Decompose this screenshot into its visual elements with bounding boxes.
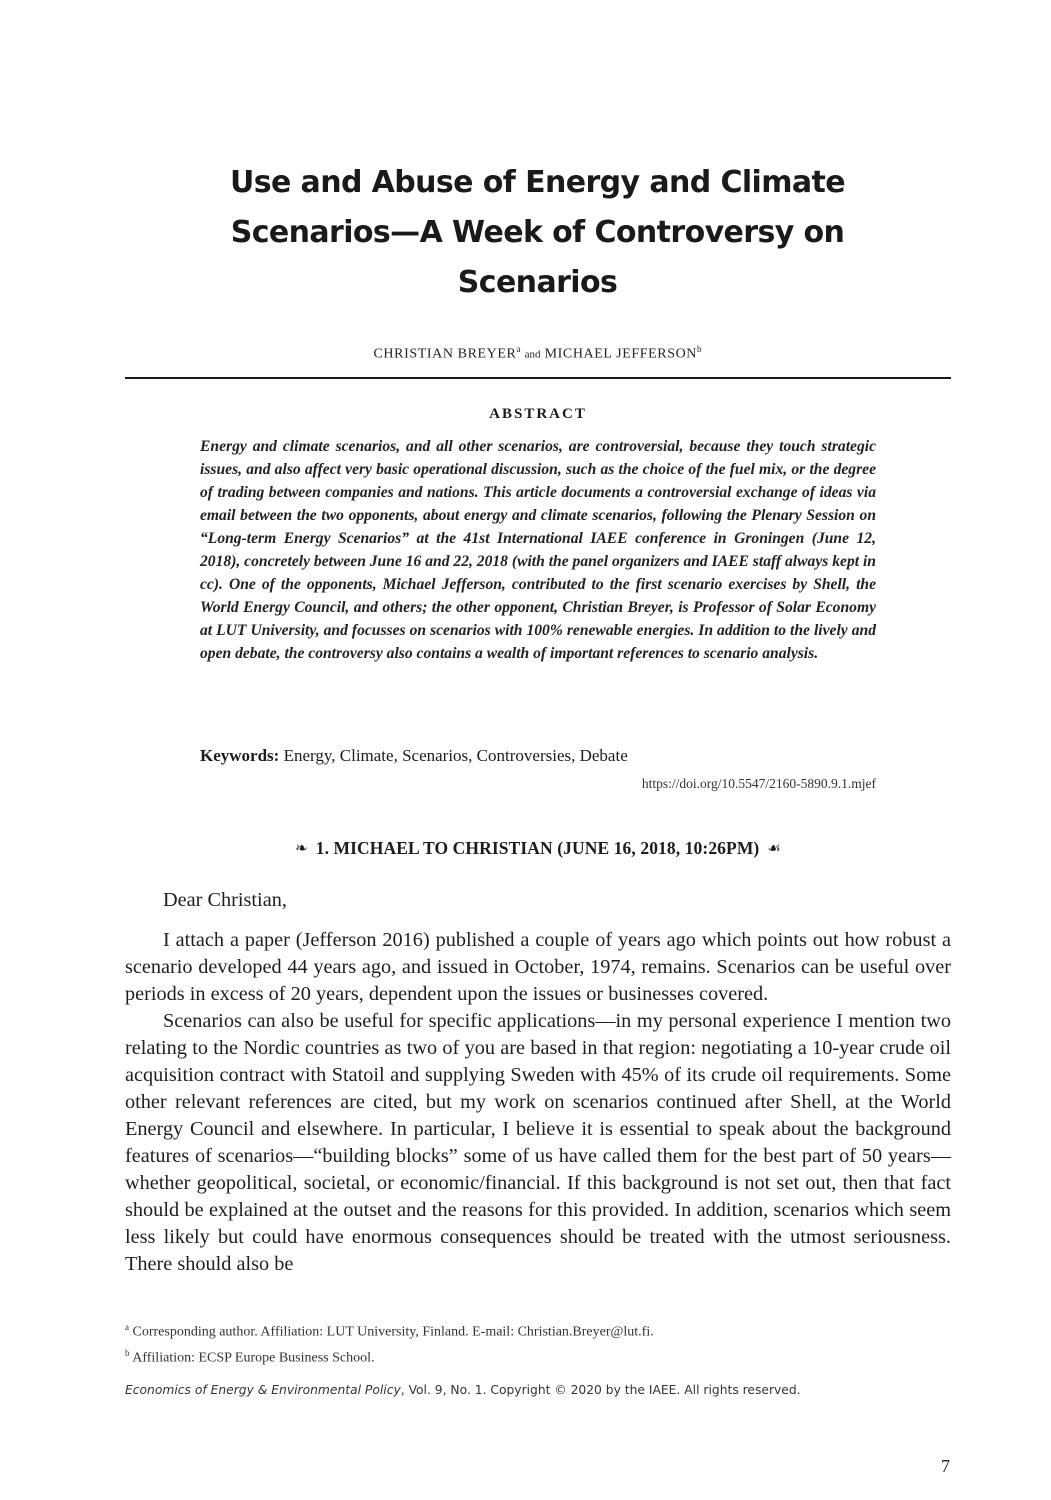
author-name: MICHAEL JEFFERSON bbox=[544, 346, 698, 362]
footnote-mark: b bbox=[125, 1347, 130, 1358]
author-affiliation-mark: b bbox=[697, 344, 702, 354]
abstract-heading: ABSTRACT bbox=[489, 406, 587, 422]
doi-link[interactable]: https://doi.org/10.5547/2160-5890.9.1.mjef bbox=[641, 776, 876, 791]
author-affiliation-mark: a bbox=[516, 344, 521, 354]
footnote-text: Affiliation: ECSP Europe Business School. bbox=[132, 1350, 375, 1366]
author-name: CHRISTIAN BREYER bbox=[373, 346, 517, 362]
keywords bbox=[200, 744, 876, 768]
footnote bbox=[125, 1317, 951, 1343]
footnotes bbox=[125, 1317, 951, 1368]
page-number: 7 bbox=[941, 1456, 950, 1476]
journal-name: Economics of Energy & Environmental Policy bbox=[125, 1383, 401, 1397]
section-heading bbox=[125, 838, 951, 859]
keywords-list: Energy, Climate, Scenarios, Controversies, Debate bbox=[283, 746, 628, 765]
abstract-text: Energy and climate scenarios, and all other scenarios, are controversial, because they touch strategic issues, and also affect very basic operational discussion, such as the choice of the fuel mix, or the degree of trading between companies and nations. This article documents a controversial exchange of ideas via email between the two opponents, about energy and climate scenarios, following the Plenary Session on “Long-term Energy Scenarios” at the 41st International IAEE conference in Groningen (June 12, 2018), concretely between June 16 and 22, 2018 (with the panel organizers and IAEE staff always kept in cc). One of the opponents, Michael Jefferson, contributed to the first scenario exercises by Shell, the World Energy Council, and others; the other opponent, Christian Breyer, is Professor of Solar Economy at LUT University, and focusses on scenarios with 100% renewable energies. In addition to the lively and open debate, the controversy also contains a wealth of important references to scenario analysis. bbox=[200, 438, 876, 662]
author-line bbox=[125, 344, 950, 363]
author-conjunction: and bbox=[524, 348, 541, 361]
title-line: Scenarios bbox=[457, 265, 618, 300]
journal-citation bbox=[125, 1383, 951, 1397]
footnote-mark: a bbox=[125, 1322, 129, 1332]
salutation: Dear Christian, bbox=[163, 889, 287, 911]
section-title: 1. MICHAEL TO CHRISTIAN (JUNE 16, 2018, 10:26PM) bbox=[315, 838, 760, 858]
ornament-left-icon: ❧ bbox=[295, 841, 308, 857]
footnote bbox=[125, 1343, 951, 1369]
article-title bbox=[180, 158, 895, 308]
body-paragraph: Scenarios can also be useful for specific applications—in my personal experience I mention two relating to the Nordic countries as two of you are based in that region: negotiating a 10-year crude oil acquisition contract with Statoil and supplying Sweden with 45% of its crude oil requirements. Some other relevant references are cited, but my work on scenarios continued after Shell, at the World Energy Council and elsewhere. In particular, I believe it is essential to speak about the background features of scenarios—“building blocks” some of us have called them for the best part of 50 years—whether geopolitical, societal, or economic/financial. If this background is not set out, then that fact should be explained at the outset and the reasons for this provided. In addition, scenarios which seem less likely but could have enormous consequences should be treated with the utmost seriousness. There should also be bbox=[125, 1010, 951, 1275]
keywords-label: Keywords: bbox=[200, 746, 280, 765]
header-divider bbox=[125, 377, 951, 379]
footnote-text: Corresponding author. Affiliation: LUT University, Finland. E-mail: Christian.Breyer@lut.fi. bbox=[132, 1324, 654, 1340]
title-line: Use and Abuse of Energy and Climate bbox=[229, 165, 846, 200]
title-line: Scenarios—A Week of Controversy on bbox=[230, 215, 845, 250]
body-text bbox=[125, 887, 951, 1278]
ornament-right-icon: ☙ bbox=[767, 841, 781, 857]
body-paragraph: I attach a paper (Jefferson 2016) published a couple of years ago which points out how robust a scenario developed 44 years ago, and issued in October, 1974, remains. Scenarios can be useful over periods in excess of 20 years, dependent upon the issues or businesses covered. bbox=[125, 929, 951, 1005]
journal-details: , Vol. 9, No. 1. Copyright © 2020 by the IAEE. All rights reserved. bbox=[400, 1383, 801, 1397]
